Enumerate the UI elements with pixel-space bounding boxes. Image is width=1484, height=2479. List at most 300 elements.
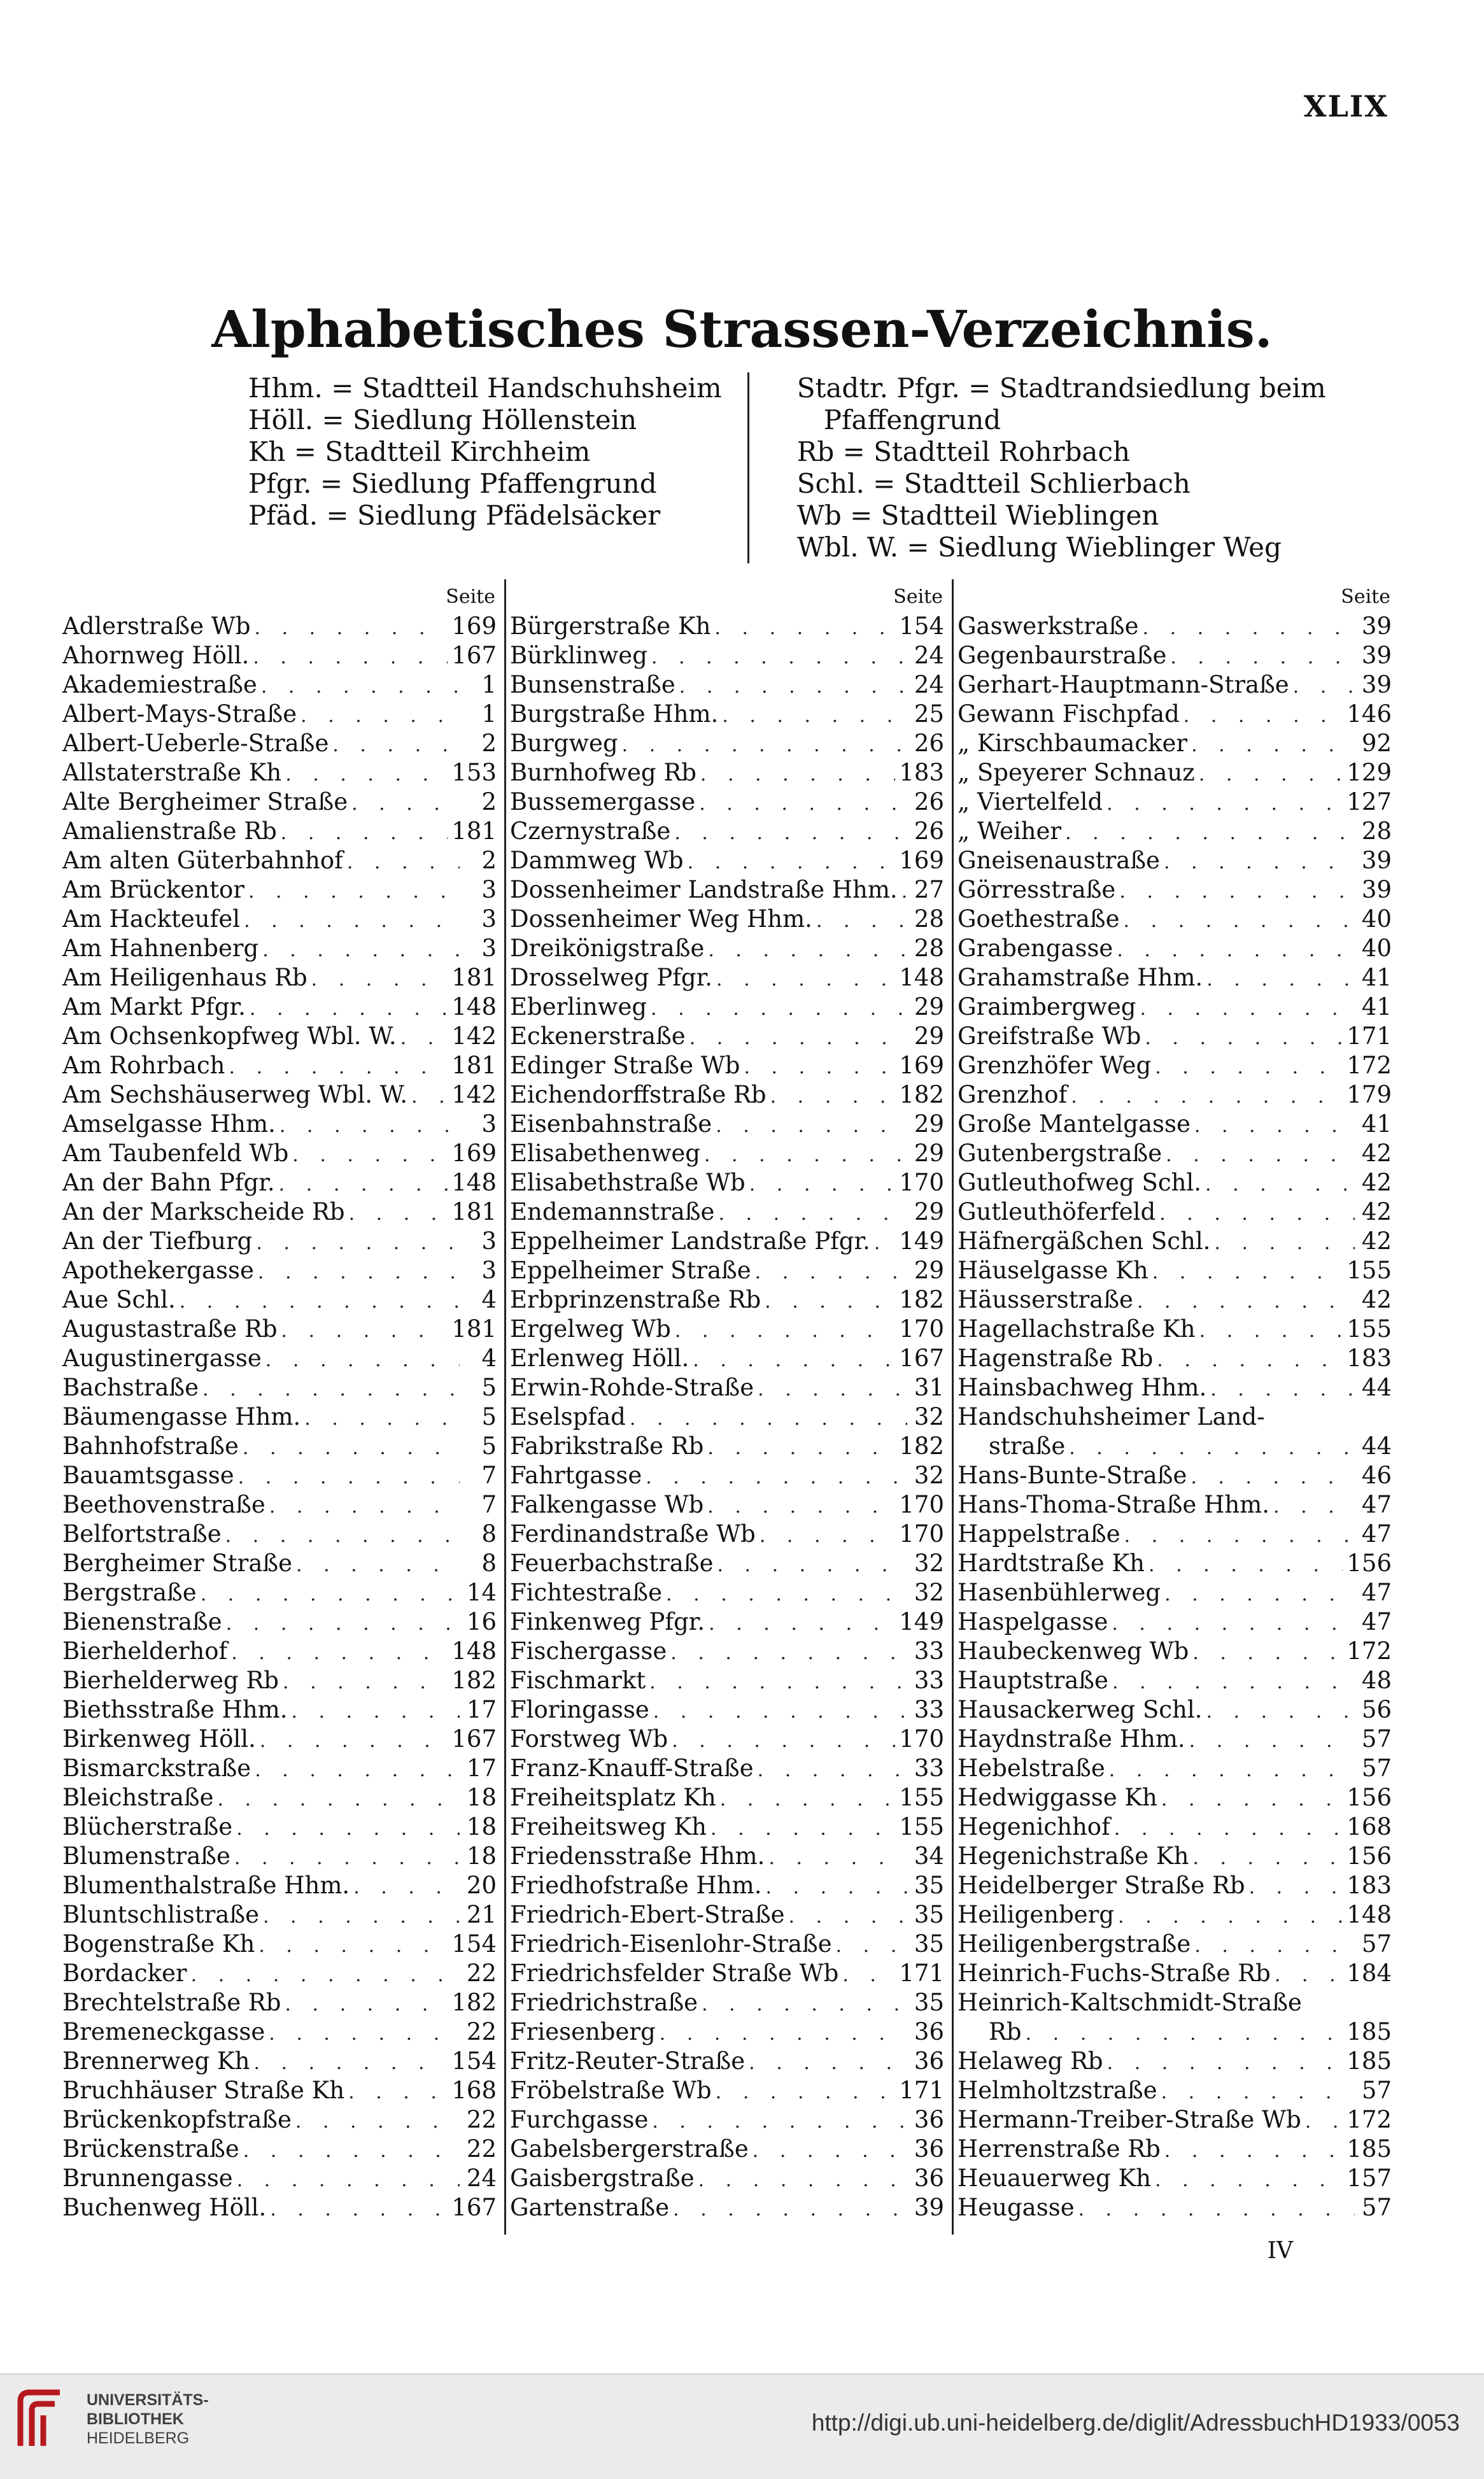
index-entry [506,1432,952,1462]
dot-leader [201,1583,460,1606]
street-name: Grenzhöfer Weg [958,1052,1152,1079]
index-entry [506,642,952,671]
legend-entry: Rb = Stadtteil Rohrbach [796,436,1131,467]
dot-leader [768,1847,907,1869]
page-ref: 172 [1346,2106,1392,2133]
dot-leader [254,2052,448,2074]
dot-leader [622,734,907,756]
page-ref: 31 [914,1374,944,1401]
street-name: Gutleuthöferfeld [958,1198,1156,1225]
page-ref: 29 [914,1140,944,1167]
page-ref: 3 [481,1110,497,1138]
page-ref: 1 [481,671,497,698]
dot-leader [716,968,895,991]
index-entry [59,1579,504,1608]
dot-leader [1155,1056,1343,1078]
index-entry [506,1140,952,1169]
page-ref: 39 [1361,642,1392,669]
index-entry [506,1286,952,1315]
street-name: Belfortstraße [62,1520,222,1548]
street-name: Bürklinweg [510,642,647,669]
index-entry [506,1169,952,1198]
index-entry [59,2165,504,2194]
dot-leader [710,1818,895,1840]
index-entry [59,1520,504,1550]
page-ref: 42 [1361,1140,1392,1167]
index-entry [506,1608,952,1637]
index-entry [59,1725,504,1755]
page-ref: 24 [914,642,944,669]
legend-entry-continuation: Pfaffengrund [823,404,1001,435]
street-name: Alte Bergheimer Straße [62,788,348,816]
library-name-line: HEIDELBERG [87,2429,190,2447]
dot-leader [672,1730,895,1752]
street-name: Hans-Bunte-Straße [958,1462,1187,1489]
index-entry [59,1637,504,1667]
dot-leader [673,2198,907,2221]
page-ref: 185 [1346,2018,1392,2045]
index-entry [506,1842,952,1872]
street-name: Dammweg Wb [510,847,684,874]
page-ref: 33 [914,1637,944,1665]
index-entry [59,1374,504,1403]
street-name: Haydnstraße Hhm. [958,1725,1185,1753]
street-name: Aue Schl. [62,1286,176,1313]
street-name: Greifstraße Wb [958,1022,1141,1050]
index-entry [954,1784,1399,1813]
street-name: Grahamstraße Hhm. [958,964,1203,991]
street-name: Heiligenbergstraße [958,1930,1191,1958]
street-name: „ Kirschbaumacker [958,730,1188,757]
street-name: Apothekergasse [62,1257,254,1284]
dot-leader [1124,1525,1355,1547]
street-name: Fritz-Reuter-Straße [510,2047,746,2075]
index-entry [506,964,952,993]
page-ref: 156 [1346,1842,1392,1870]
dot-leader [651,646,907,668]
street-name: Haubeckenweg Wb [958,1637,1189,1665]
street-name: Eckenerstraße [510,1022,686,1050]
legend-entry: Kh = Stadtteil Kirchheim [248,436,591,467]
index-entry [506,612,952,642]
dot-leader [244,910,460,932]
dot-leader [1206,968,1355,991]
library-name [87,2391,209,2448]
page-ref: 35 [914,1901,944,1928]
dot-leader [722,705,907,727]
street-name: Bismarckstraße [62,1755,251,1782]
street-name: Heinrich-Kaltschmidt-Straße [958,1989,1302,2016]
page-ref: 32 [914,1579,944,1606]
street-name: Birkenweg Höll. [62,1725,256,1753]
dot-leader [1143,617,1355,639]
page-ref: 29 [914,1022,944,1050]
index-entry [59,700,504,730]
index-entry [506,1813,952,1842]
dot-leader [351,793,460,815]
street-name: Bachstraße [62,1374,199,1401]
page-ref: 181 [451,817,497,845]
street-name: Fichtestraße [510,1579,663,1606]
dot-leader [1249,1876,1343,1898]
street-index [59,579,1396,2235]
street-name: Handschuhsheimer Land- [958,1403,1265,1430]
page-ref: 8 [481,1550,497,1577]
index-entry [954,1579,1399,1608]
street-name: Hegenichhof [958,1813,1110,1840]
index-entry [59,2135,504,2165]
street-name: Am Ochsenkopfweg Wbl. W. [62,1022,397,1050]
index-entry [954,1755,1399,1784]
index-column-2 [504,579,954,2235]
page-ref: 149 [899,1227,944,1255]
index-entry [506,788,952,817]
dot-leader [674,822,907,844]
page-ref: 168 [451,2077,497,2104]
page-ref: 56 [1361,1696,1392,1723]
index-entry [59,2106,504,2135]
page-ref: 146 [1346,700,1392,728]
page-ref: 157 [1346,2165,1392,2192]
street-name: Buchenweg Höll. [62,2194,267,2221]
dot-leader [760,1525,896,1547]
street-name: Adlerstraße Wb [62,612,251,640]
street-name: Falkengasse Wb [510,1491,704,1518]
street-name: Friedrich-Eisenlohr-Straße [510,1930,832,1958]
legend-left [248,372,747,563]
dot-leader [755,1261,907,1283]
street-name: Bauamtsgasse [62,1462,234,1489]
index-entry [954,1022,1399,1052]
index-entry [954,1989,1399,2018]
legend-entry: Hhm. = Stadtteil Handschuhsheim [248,372,722,404]
index-entry [59,1813,504,1842]
dot-leader [411,1085,448,1108]
street-name: Albert-Ueberle-Straße [62,730,329,757]
index-entry [506,1198,952,1227]
street-name: Floringasse [510,1696,649,1723]
dot-leader [1157,1349,1343,1371]
dot-leader [1069,1437,1355,1459]
dot-leader [1106,793,1343,815]
index-entry [59,1608,504,1637]
street-name: Hedwiggasse Kh [958,1784,1157,1811]
street-name: Finkenweg Pfgr. [510,1608,705,1635]
street-name: „ Speyerer Schnauz [958,759,1195,786]
street-name: Friedrich-Ebert-Straße [510,1901,785,1928]
street-name: Bunsenstraße [510,671,675,698]
index-entry [59,1432,504,1462]
index-entry [506,1755,952,1784]
page-ref: 2 [481,847,497,874]
dot-leader [718,1203,907,1225]
street-name: Friedrichsfelder Straße Wb [510,1960,839,1987]
page-ref: 183 [1346,1872,1392,1899]
dot-leader [270,2198,448,2221]
street-name: Elisabethenweg [510,1140,700,1167]
dot-leader [1124,910,1355,932]
street-name: Fröbelstraße Wb [510,2077,712,2104]
index-entry [506,700,952,730]
page-ref: 22 [466,2135,497,2163]
dot-leader [649,1671,907,1693]
dot-leader [255,1759,460,1781]
page-ref: 167 [899,1345,944,1372]
street-name: Furchgasse [510,2106,649,2133]
dot-leader [281,822,448,844]
street-name: Beethovenstraße [62,1491,265,1518]
dot-leader [689,1027,907,1049]
index-entry [506,1725,952,1755]
index-entry [59,1022,504,1052]
page-ref: 172 [1346,1052,1392,1079]
page-ref: 44 [1361,1374,1392,1401]
index-entry [954,2047,1399,2077]
page-ref: 57 [1361,2077,1392,2104]
dot-leader [400,1027,448,1049]
page-ref: 181 [451,964,497,991]
page-ref: 57 [1361,2194,1392,2221]
street-name: Hans-Thoma-Straße Hhm. [958,1491,1270,1518]
index-entry [59,1315,504,1345]
index-entry [506,1667,952,1696]
index-entry [954,700,1399,730]
street-name: Gabelsbergerstraße [510,2135,749,2163]
street-name: Bruchhäuser Straße Kh [62,2077,345,2104]
page-ref: 179 [1346,1081,1392,1108]
street-name: Elisabethstraße Wb [510,1169,746,1196]
dot-leader [311,968,448,991]
street-name: „ Weiher [958,817,1062,845]
page-ref: 42 [1361,1169,1392,1196]
index-entry [954,612,1399,642]
dot-leader [714,617,895,639]
street-name: Bergstraße [62,1579,197,1606]
street-name: Hermann-Treiber-Straße Wb [958,2106,1301,2133]
index-entry [954,671,1399,700]
page-ref: 3 [481,876,497,903]
dot-leader [229,1056,448,1078]
dot-leader [258,1261,460,1283]
page-ref: 149 [899,1608,944,1635]
street-name: Blücherstraße [62,1813,233,1840]
page-ref: 41 [1361,1110,1392,1138]
dot-leader [1114,1818,1343,1840]
street-name: Hardtstraße Kh [958,1550,1145,1577]
index-entry [506,1579,952,1608]
dot-leader [1199,763,1343,786]
index-entry [954,1930,1399,1960]
dot-leader [660,2023,907,2045]
street-name: Hausackerweg Schl. [958,1696,1203,1723]
street-name: Fischergasse [510,1637,667,1665]
street-name: Amalienstraße Rb [62,817,277,845]
page-ref: 28 [914,935,944,962]
page-ref: 42 [1361,1198,1392,1225]
street-name: Am Hahnenberg [62,935,259,962]
index-entry [506,1374,952,1403]
page-ref: 44 [1361,1432,1392,1460]
street-name: Brunnengasse [62,2165,233,2192]
dot-leader [749,1173,896,1196]
page-ref: 183 [899,759,944,786]
street-name: Gartenstraße [510,2194,670,2221]
index-entry [59,847,504,876]
index-entry [954,847,1399,876]
street-name: Heugasse [958,2194,1075,2221]
dot-leader [347,851,460,873]
index-entry [954,1872,1399,1901]
page-ref: 40 [1361,905,1392,933]
index-entry [506,1960,952,1989]
street-name: Graimbergweg [958,993,1136,1021]
street-name: Feuerbachstraße [510,1550,714,1577]
index-entry [954,1315,1399,1345]
street-name: Am Rohrbach [62,1052,225,1079]
index-entry [954,1140,1399,1169]
page-ref: 148 [451,993,497,1021]
page-ref: 41 [1361,964,1392,991]
street-name: Am alten Güterbahnhof [62,847,343,874]
page-ref: 29 [914,1110,944,1138]
dot-leader [353,1876,460,1898]
street-name: Burgstraße Hhm. [510,700,719,728]
index-entry [506,2106,952,2135]
index-entry [59,905,504,935]
page-ref: 42 [1361,1227,1392,1255]
street-name: Gerhart-Hauptmann-Straße [958,671,1289,698]
dot-leader [1192,1847,1343,1869]
street-name: Bleichstraße [62,1784,214,1811]
abbreviation-legend [248,372,1326,563]
index-entry [506,1022,952,1052]
page-ref: 142 [451,1022,497,1050]
dot-leader [1164,851,1355,873]
index-entry [506,1696,952,1725]
seite-label: Seite [1341,586,1390,608]
street-name: Hasenbühlerweg [958,1579,1161,1606]
dot-leader [281,1320,448,1342]
index-entry [506,730,952,759]
index-entry [59,1052,504,1081]
street-name: Eisenbahnstraße [510,1110,712,1138]
page-ref: 47 [1361,1491,1392,1518]
index-entry [506,2047,952,2077]
page-ref: 155 [899,1813,944,1840]
index-entry [59,964,504,993]
page-ref: 154 [451,1930,497,1958]
street-name: Bordacker [62,1960,187,1987]
index-entry [506,1110,952,1140]
dot-leader [666,1583,907,1606]
street-name: Burnhofweg Rb [510,759,696,786]
index-entry [506,2165,952,2194]
page-ref: 3 [481,1257,497,1284]
index-entry [954,2018,1399,2047]
dot-leader [716,2081,896,2103]
page-ref: 1 [481,700,497,728]
dot-leader [758,1378,907,1401]
dot-leader [1161,2081,1355,2103]
legend-entry: Wbl. W. = Siedlung Wieblinger Weg [796,532,1282,563]
street-name: Bussemergasse [510,788,696,816]
street-name: Bäumengasse Hhm. [62,1403,301,1430]
page-ref: 170 [899,1520,944,1548]
street-name: Helaweg Rb [958,2047,1103,2075]
index-entry [59,1110,504,1140]
dot-leader [218,1788,460,1811]
street-name: Am Sechshäuserweg Wbl. W. [62,1081,408,1108]
page-ref: 167 [451,1725,497,1753]
page-ref: 33 [914,1696,944,1723]
page-ref: 33 [914,1667,944,1694]
index-entry [59,1960,504,1989]
street-name: Dossenheimer Landstraße Hhm. [510,876,898,903]
library-logo-icon [15,2387,73,2451]
page-ref: 36 [914,2106,944,2133]
street-name: Happelstraße [958,1520,1120,1548]
permalink-url[interactable]: http://digi.ub.uni-heidelberg.de/diglit/AdressbuchHD1933/0053 [811,2410,1460,2436]
index-entry [506,1345,952,1374]
index-entry [59,1901,504,1930]
dot-leader [693,1349,895,1371]
street-name: Rb [989,2018,1022,2045]
dot-leader [1071,1085,1343,1108]
index-column-1 [59,579,504,2235]
page-ref: 39 [914,2194,944,2221]
page-ref: 182 [451,1667,497,1694]
page-ref: 57 [1361,1755,1392,1782]
page-ref: 26 [914,817,944,845]
dot-leader [744,1056,895,1078]
dot-leader [1206,1700,1355,1723]
street-name: An der Tiefburg [62,1227,253,1255]
index-entry [954,1081,1399,1110]
dot-leader [1273,1495,1355,1518]
index-entry [954,1169,1399,1198]
dot-leader [707,1437,895,1459]
dot-leader [836,1935,907,1957]
page-ref: 21 [466,1901,497,1928]
street-name: Hagenstraße Rb [958,1345,1154,1372]
page-ref: 47 [1361,1608,1392,1635]
dot-leader [1164,1583,1355,1606]
index-entry [506,993,952,1022]
dot-leader [1155,2169,1343,2191]
page-ref: 170 [899,1315,944,1343]
page-ref: 183 [1346,1345,1392,1372]
dot-leader [1152,1261,1343,1283]
street-name: Heinrich-Fuchs-Straße Rb [958,1960,1271,1987]
dot-leader [1194,1935,1355,1957]
page-ref: 170 [899,1491,944,1518]
page-ref: 47 [1361,1579,1392,1606]
index-entry [59,759,504,788]
index-entry [59,1345,504,1374]
library-name-line: BIBLIOTHEK [87,2410,184,2428]
street-name: Goethestraße [958,905,1120,933]
dot-leader [265,1349,460,1371]
dot-leader [1065,822,1355,844]
dot-leader [1112,1671,1355,1693]
page-ref: 169 [899,847,944,874]
dot-leader [349,1203,448,1225]
index-entry [59,1930,504,1960]
street-name: Bremeneckgasse [62,2018,265,2045]
street-name: Am Markt Pfgr. [62,993,246,1021]
index-entry [506,1315,952,1345]
street-name: Görresstraße [958,876,1116,903]
